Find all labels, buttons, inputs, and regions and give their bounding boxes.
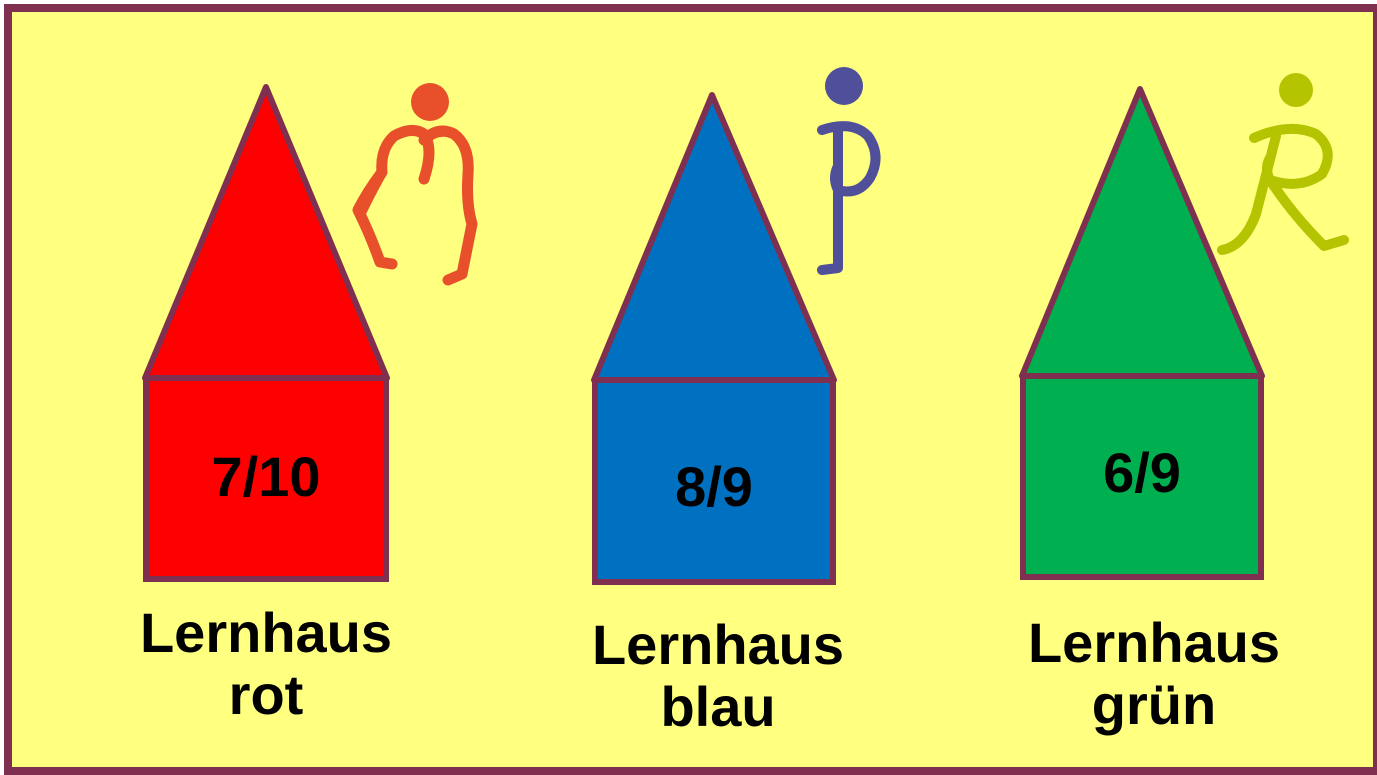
house-body-blau: [592, 377, 836, 585]
house-body-gruen: [1020, 373, 1264, 580]
figure-p-icon: [792, 58, 902, 288]
label-gruen-line2: grün: [1091, 673, 1217, 736]
label-rot-line2: rot: [228, 663, 304, 726]
label-blau: [558, 614, 878, 738]
fraction-blau: 8/9: [675, 454, 753, 518]
figure-m-icon: [342, 74, 492, 304]
fraction-gruen: 6/9: [1103, 441, 1181, 504]
label-rot: [106, 602, 426, 726]
label-blau-line1: Lernhaus: [591, 613, 845, 676]
learning-houses-board: [4, 4, 1377, 775]
fraction-rot: 7/10: [211, 445, 321, 508]
label-gruen-line1: Lernhaus: [1027, 611, 1281, 674]
house-body-rot: [143, 375, 389, 582]
figure-r-icon: [1204, 64, 1354, 274]
label-gruen: [994, 612, 1314, 736]
label-rot-line1: Lernhaus: [139, 601, 393, 664]
label-blau-line2: blau: [660, 675, 776, 738]
